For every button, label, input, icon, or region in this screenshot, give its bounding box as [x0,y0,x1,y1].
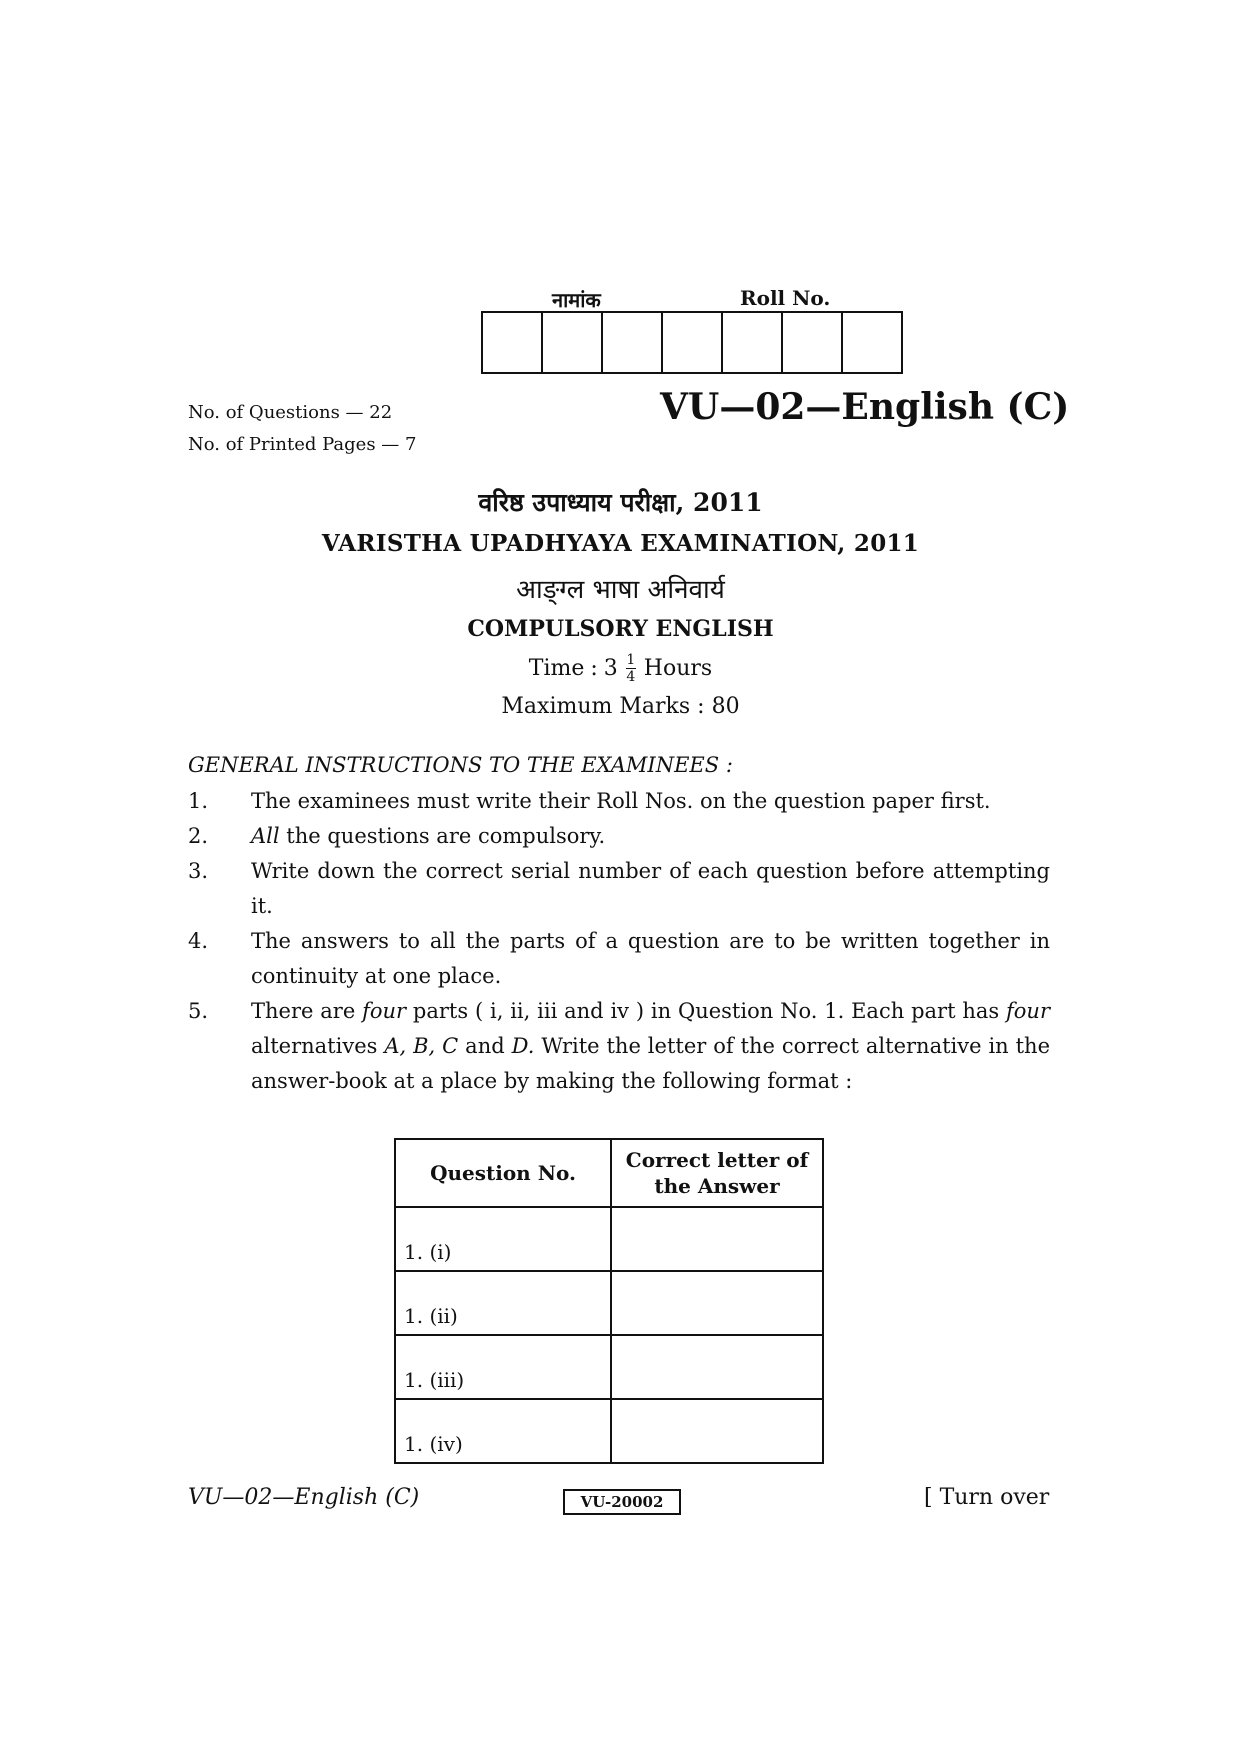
exam-time [0,653,1241,684]
header-question-no: Question No. [395,1139,611,1207]
roll-box[interactable] [663,313,723,372]
instruction-number: 1. [188,789,209,813]
time-fraction [626,653,636,684]
roll-label-english: Roll No. [740,286,831,310]
instruction-item [188,854,1050,924]
table-header-row [395,1139,823,1207]
answer-cell[interactable] [611,1207,823,1271]
exam-title-hindi: वरिष्ठ उपाध्याय परीक्षा, 2011 [478,488,763,517]
instruction-text-rest: the questions are compulsory. [286,824,606,848]
time-whole: 3 [603,656,618,681]
table-row [395,1207,823,1271]
roll-number-boxes[interactable] [481,311,903,374]
roll-box[interactable] [543,313,603,372]
table-row [395,1399,823,1463]
answer-cell[interactable] [611,1271,823,1335]
subject-title-english: COMPULSORY ENGLISH [467,616,774,642]
time-separator: : [590,656,598,681]
time-label: Time [528,656,585,681]
marks-value: : 80 [697,694,740,719]
no-of-pages: No. of Printed Pages — 7 [188,434,417,455]
marks-label: Maximum Marks [501,694,691,719]
question-cell: 1. (iii) [395,1335,611,1399]
instruction-text: The answers to all the parts of a question are to be written together in continuity at one place. [251,929,1050,988]
instruction-item [188,994,1050,1099]
header-correct-letter: Correct letter of the Answer [611,1139,823,1207]
instruction-number: 2. [188,824,209,848]
instructions-heading: GENERAL INSTRUCTIONS TO THE EXAMINEES : [188,753,733,777]
subject-title-hindi: आङ्ग्ल भाषा अनिवार्य [516,575,725,605]
roll-box[interactable] [783,313,843,372]
table-row [395,1335,823,1399]
question-cell: 1. (i) [395,1207,611,1271]
roll-box[interactable] [483,313,543,372]
instruction-item [188,924,1050,994]
instruction-text: There are four parts ( i, ii, iii and iv ) in Question No. 1. Each part has four alternatives A, B, C and D. Write the letter of the correct alternative in the answer-book at a place by making the following format : [251,999,1051,1093]
roll-box[interactable] [723,313,783,372]
instruction-number: 3. [188,859,209,883]
time-numerator: 1 [626,652,636,668]
turn-over-note: [ Turn over [924,1485,1050,1510]
question-cell: 1. (ii) [395,1271,611,1335]
paper-code-title: VU—02—English (C) [660,386,1070,428]
instruction-number: 5. [188,999,209,1023]
roll-box[interactable] [843,313,901,372]
instruction-item [188,784,1050,819]
time-denominator: 4 [626,669,636,685]
roll-label-hindi: नामांक [552,288,601,312]
roll-box[interactable] [603,313,663,372]
no-of-questions: No. of Questions — 22 [188,402,393,423]
footer-booklet-code: VU-20002 [563,1489,681,1515]
answer-format-table [394,1138,824,1464]
instruction-text: Write down the correct serial number of each question before attempting it. [251,859,1050,918]
instruction-number: 4. [188,929,209,953]
time-unit: Hours [643,656,713,681]
answer-cell[interactable] [611,1335,823,1399]
instruction-text [251,819,1050,854]
question-cell: 1. (iv) [395,1399,611,1463]
footer-paper-code: VU—02—English (C) [188,1485,420,1510]
maximum-marks [0,694,1241,719]
instruction-emphasis: All [251,824,280,848]
table-row [395,1271,823,1335]
answer-cell[interactable] [611,1399,823,1463]
instruction-text: The examinees must write their Roll Nos. on the question paper first. [251,789,991,813]
instruction-item [188,819,1050,854]
exam-title-english: VARISTHA UPADHYAYA EXAMINATION, 2011 [321,530,920,557]
